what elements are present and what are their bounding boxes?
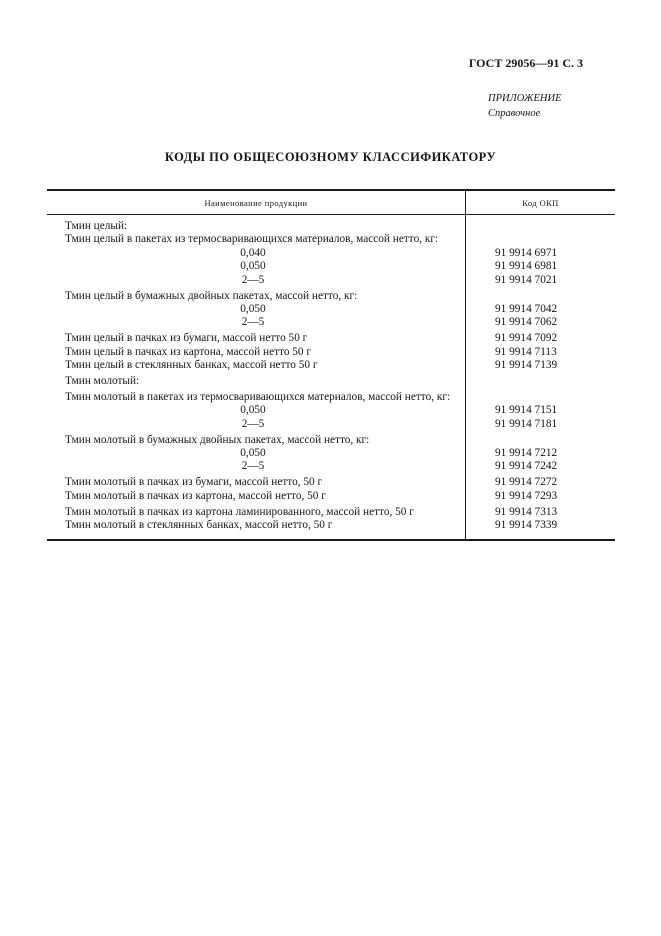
product-name-cell: Тмин молотый в пачках из картона, массой нетто, 50 г [65,489,326,502]
okp-code-cell: 91 9914 7139 [465,359,615,372]
okp-code-cell: 91 9914 7313 [465,503,615,519]
appendix-subtitle: Справочное [488,108,541,119]
column-header-product-name: Наименование продукции [204,198,308,208]
product-name-cell: 2—5 [241,273,265,286]
product-name-cell: Тмин целый в бумажных двойных пакетах, массой нетто, кг: [65,289,358,302]
product-name-cell: 0,050 [240,447,266,459]
table-row [47,346,615,359]
okp-code-cell: 91 9914 6981 [465,260,615,273]
okp-code-cell: 91 9914 7242 [465,460,615,473]
table-row [47,247,615,260]
appendix-block [488,92,661,120]
product-name-cell: Тмин молотый в пакетах из термосваривающихся материалов, массой нетто, кг: [65,390,451,403]
product-name-cell: Тмин целый в стеклянных банках, массой нетто 50 г [65,359,318,372]
page-title: КОДЫ ПО ОБЩЕСОЮЗНОМУ КЛАССИФИКАТОРУ [164,150,497,164]
table-row [47,388,615,404]
product-name-cell: 2—5 [241,460,265,473]
product-name-cell: 0,050 [240,404,266,417]
table-row [47,287,615,303]
okp-code-cell [465,215,615,233]
okp-code-cell: 91 9914 7272 [465,474,615,490]
table-row [47,490,615,503]
okp-code-cell [465,431,615,447]
table-row [47,303,615,316]
table-row [47,474,615,490]
product-name-cell: Тмин молотый в стеклянных банках, массой нетто, 50 г [65,519,333,532]
table-row [47,316,615,329]
column-header-okp-code: Код ОКП [465,191,615,214]
okp-code-cell [465,287,615,303]
okp-code-cell: 91 9914 7092 [465,330,615,346]
document-number: ГОСТ 29056—91 С. 3 [468,56,583,70]
product-name-cell: 0,040 [240,246,266,259]
product-name-cell: Тмин целый: [65,220,128,232]
table-row [47,359,615,372]
product-name-cell: Тмин молотый в бумажных двойных пакетах, массой нетто, кг: [65,433,370,446]
product-name-cell: Тмин целый в пачках из бумаги, массой нетто 50 г [65,332,308,345]
table-row [47,233,615,246]
okp-code-cell: 91 9914 7181 [465,418,615,431]
okp-code-cell: 91 9914 7339 [465,519,615,539]
table-row [47,503,615,519]
table-row [47,404,615,417]
table-row [47,372,615,388]
product-name-cell: 2—5 [241,316,265,329]
product-name-cell: 0,050 [240,302,266,315]
okp-code-cell: 91 9914 6971 [465,247,615,260]
table-row [47,260,615,273]
okp-code-cell: 91 9914 7151 [465,404,615,417]
table-row [47,215,615,233]
okp-code-cell [465,233,615,246]
okp-code-cell: 91 9914 7062 [465,316,615,329]
table-row [47,330,615,346]
product-name-cell: 0,050 [240,260,266,273]
table-row [47,418,615,431]
codes-table [47,189,615,541]
table-row [47,431,615,447]
product-name-cell: Тмин целый в пакетах из термосваривающихся материалов, массой нетто, кг: [65,233,439,246]
table-row [47,274,615,287]
table-body [47,215,615,539]
okp-code-cell: 91 9914 7042 [465,303,615,316]
okp-code-cell [465,372,615,388]
product-name-cell: Тмин молотый в пачках из бумаги, массой нетто, 50 г [65,476,323,489]
okp-code-cell: 91 9914 7212 [465,447,615,460]
okp-code-cell [465,388,615,404]
table-row [47,519,615,539]
product-name-cell: Тмин молотый в пачках из картона ламинированного, массой нетто, 50 г [65,505,414,518]
table-header-row [47,191,615,215]
appendix-title: ПРИЛОЖЕНИЕ [488,93,562,104]
okp-code-cell: 91 9914 7293 [465,490,615,503]
product-name-cell: 2—5 [241,417,265,430]
okp-code-cell: 91 9914 7021 [465,274,615,287]
okp-code-cell: 91 9914 7113 [465,346,615,359]
table-row [47,447,615,460]
product-name-cell: Тмин целый в пачках из картона, массой нетто 50 г [65,345,312,358]
table-row [47,460,615,473]
product-name-cell: Тмин молотый: [65,374,140,387]
